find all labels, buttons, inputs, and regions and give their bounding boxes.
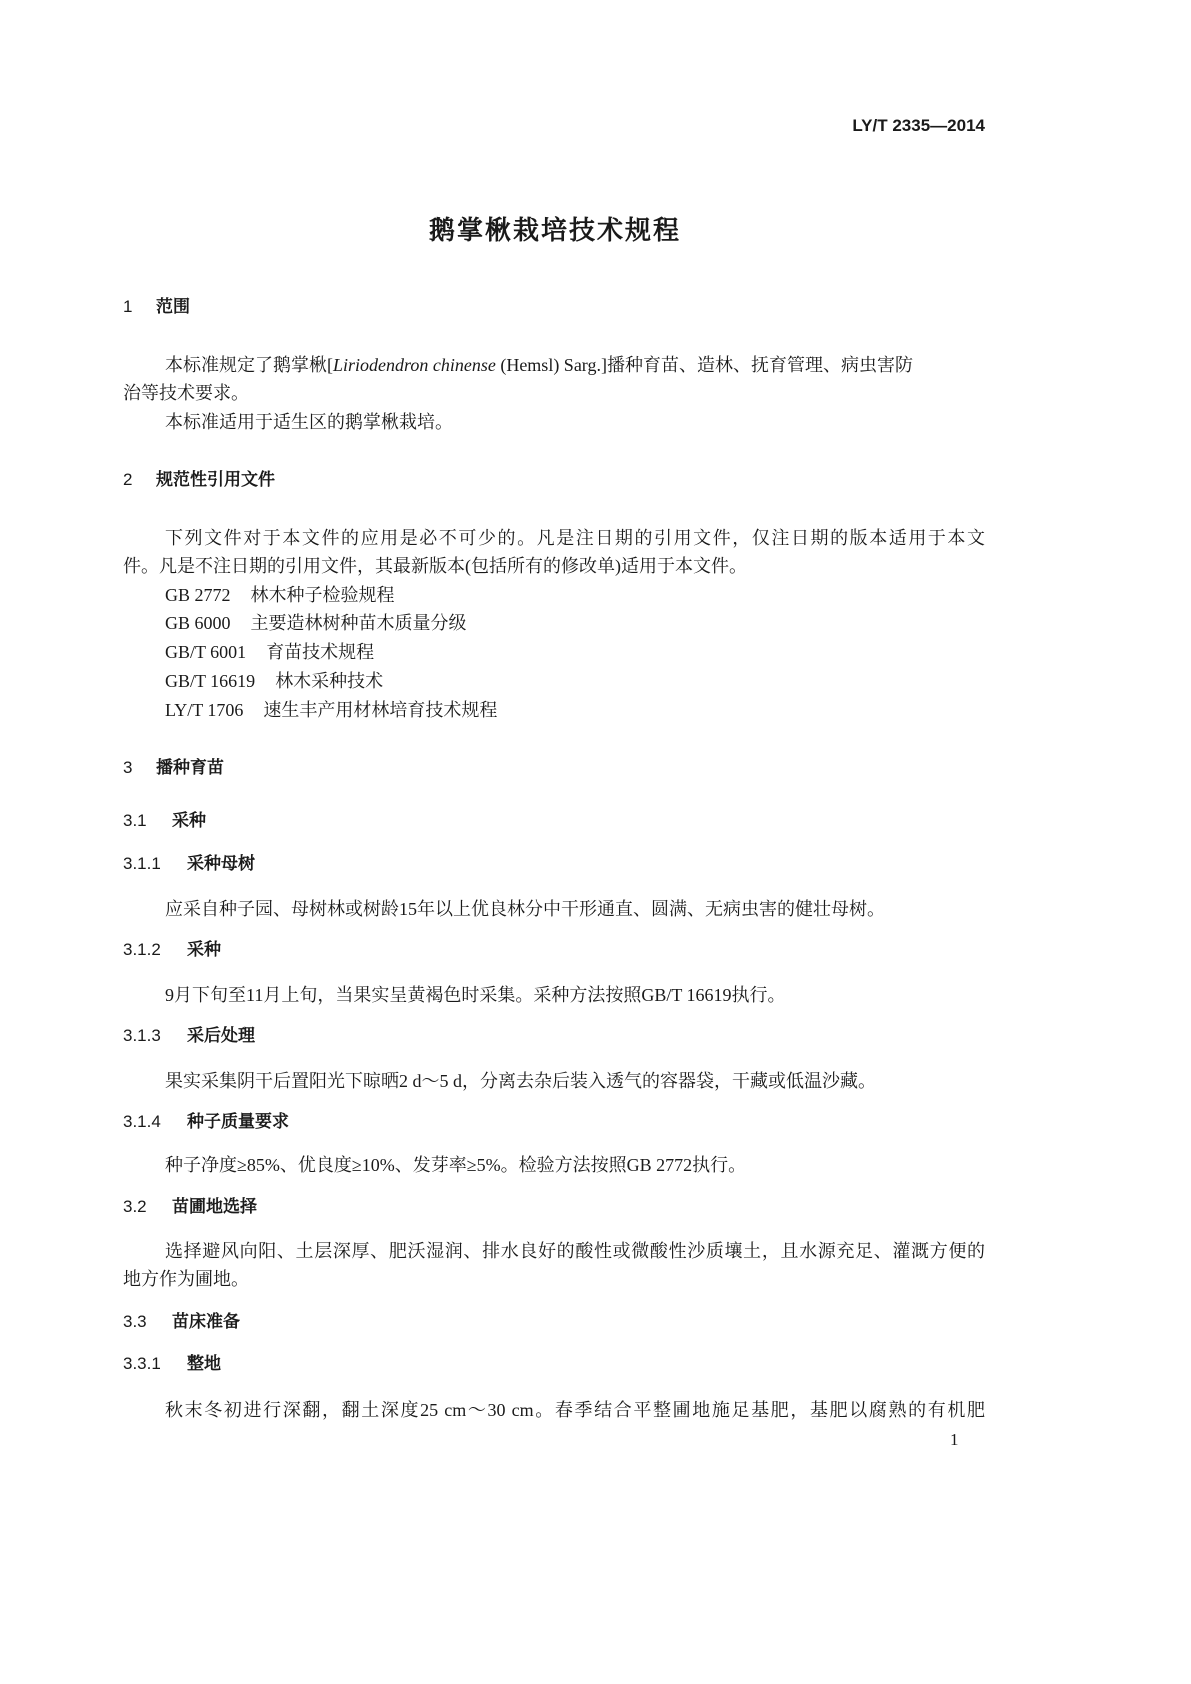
ref-name: 主要造林树种苗木质量分级	[250, 613, 467, 633]
ref-name: 林木种子检验规程	[250, 585, 395, 605]
paragraph: 秋末冬初进行深翻，翻土深度25 cm～30 cm。春季结合平整圃地施足基肥，基肥以腐熟的有机肥	[165, 1400, 985, 1420]
section-title: 范围	[156, 297, 190, 316]
section-title: 采种母树	[187, 854, 255, 873]
reference-item	[165, 611, 467, 635]
reference-item	[165, 669, 383, 693]
refs-paragraph-line1: 下列文件对于本文件的应用是必不可少的。凡是注日期的引用文件，仅注日期的版本适用于本文	[165, 528, 985, 548]
ref-code: GB/T 6001	[165, 642, 247, 662]
section-2-heading	[123, 468, 275, 492]
paragraph-line2: 地方作为圃地。	[123, 1269, 249, 1289]
section-3-3-1-heading	[123, 1352, 221, 1376]
section-title: 整地	[187, 1354, 221, 1373]
section-title: 规范性引用文件	[156, 470, 275, 489]
section-3-1-1-heading	[123, 852, 255, 876]
section-title: 苗床准备	[172, 1312, 240, 1331]
ref-code: GB/T 16619	[165, 671, 256, 691]
paragraph: 9月下旬至11月上旬，当果实呈黄褐色时采集。采种方法按照GB/T 16619执行。	[165, 985, 786, 1005]
section-number: 3.2	[123, 1197, 147, 1216]
section-number: 3.1.1	[123, 854, 161, 873]
section-title: 播种育苗	[156, 758, 224, 777]
section-title: 种子质量要求	[187, 1112, 289, 1131]
section-number: 3.1.4	[123, 1112, 161, 1131]
section-number: 3	[123, 758, 133, 777]
section-3-1-3-heading	[123, 1024, 255, 1048]
section-1-heading	[123, 295, 190, 319]
reference-item	[165, 640, 374, 664]
section-title: 采后处理	[187, 1026, 255, 1045]
section-3-2-heading	[123, 1195, 257, 1219]
paragraph-line1: 选择避风向阳、土层深厚、肥沃湿润、排水良好的酸性或微酸性沙质壤土，且水源充足、灌溉方便的	[165, 1241, 985, 1261]
section-title: 采种	[187, 940, 221, 959]
section-number: 3.1.3	[123, 1026, 161, 1045]
section-title: 采种	[172, 811, 206, 830]
section-3-1-2-heading	[123, 938, 221, 962]
section-title: 苗圃地选择	[172, 1197, 257, 1216]
section-3-1-4-heading	[123, 1110, 289, 1134]
paragraph: 应采自种子园、母树林或树龄15年以上优良林分中干形通直、圆满、无病虫害的健壮母树。	[165, 899, 885, 919]
ref-code: GB 2772	[165, 585, 231, 605]
scope-paragraph-line2: 治等技术要求。	[123, 383, 249, 403]
section-number: 2	[123, 470, 133, 489]
paragraph: 果实采集阴干后置阳光下晾晒2 d～5 d，分离去杂后装入透气的容器袋，干藏或低温沙藏。	[165, 1071, 876, 1091]
section-number: 3.3	[123, 1312, 147, 1331]
section-3-heading	[123, 756, 224, 780]
reference-item	[165, 698, 497, 722]
ref-code: GB 6000	[165, 613, 231, 633]
text: (Hemsl) Sarg.]播种育苗、造林、抚育管理、病虫害防	[495, 355, 913, 375]
ref-name: 速生丰产用材林培育技术规程	[263, 700, 498, 720]
reference-item	[165, 583, 395, 607]
scope-paragraph-2: 本标准适用于适生区的鹅掌楸栽培。	[165, 412, 453, 432]
refs-paragraph-line2: 件。凡是不注日期的引用文件，其最新版本(包括所有的修改单)适用于本文件。	[123, 556, 747, 576]
section-number: 3.1.2	[123, 940, 161, 959]
section-number: 3.3.1	[123, 1354, 161, 1373]
ref-name: 育苗技术规程	[266, 642, 375, 662]
latin-name: Liriodendron chinense	[333, 355, 496, 375]
section-number: 3.1	[123, 811, 147, 830]
section-3-1-heading	[123, 809, 206, 833]
page-number: 1	[950, 1430, 959, 1449]
section-number: 1	[123, 297, 133, 316]
section-3-3-heading	[123, 1310, 240, 1334]
ref-name: 林木采种技术	[275, 671, 384, 691]
text: 本标准规定了鹅掌楸[	[165, 355, 333, 375]
ref-code: LY/T 1706	[165, 700, 244, 720]
paragraph: 种子净度≥85%、优良度≥10%、发芽率≥5%。检验方法按照GB 2772执行。	[165, 1155, 747, 1175]
scope-paragraph-line1	[165, 353, 985, 377]
standard-number: LY/T 2335—2014	[852, 116, 985, 135]
page-title: 鹅掌楸栽培技术规程	[428, 215, 681, 245]
